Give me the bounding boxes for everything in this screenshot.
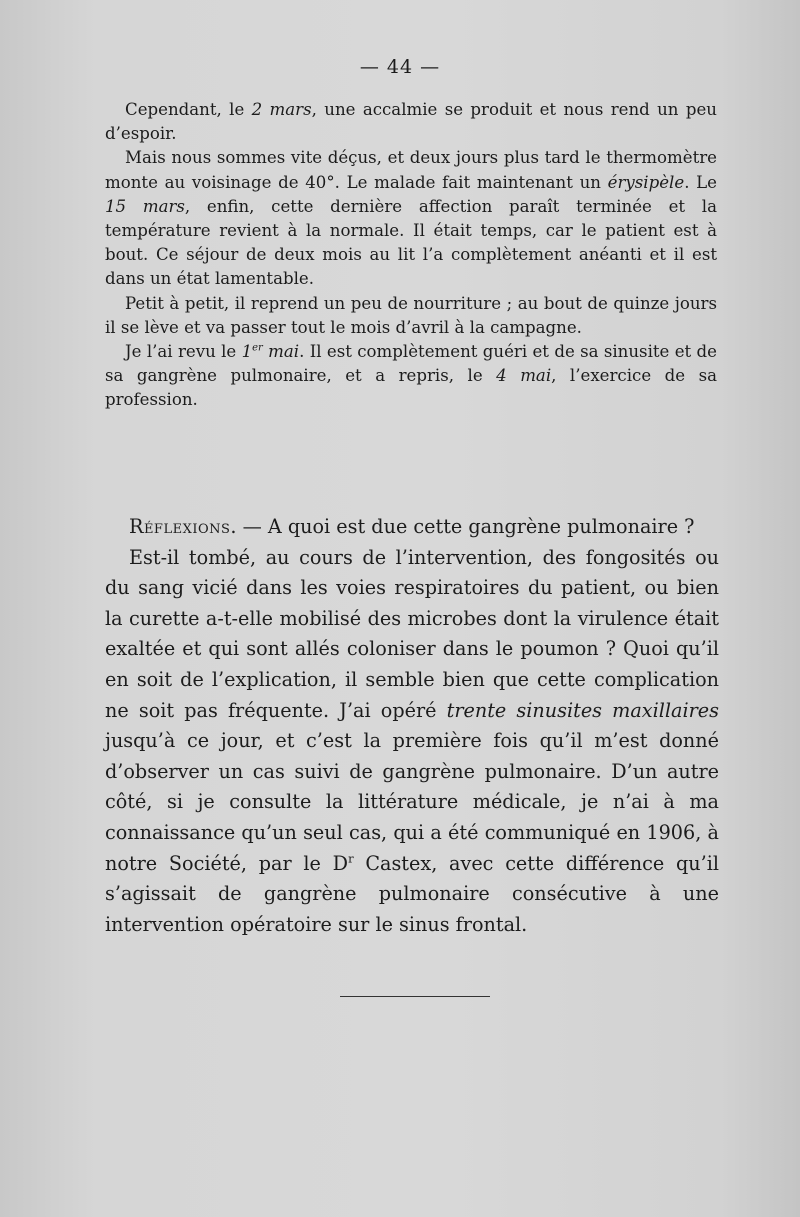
date-emphasis: 4 mai	[496, 366, 552, 386]
reflections-section	[105, 512, 719, 940]
date-emphasis: 15 mars	[105, 196, 185, 216]
date-month: mai	[262, 342, 300, 362]
text-run: . — A quoi est due cette gangrène pulmonaire ?	[230, 515, 695, 538]
section-heading: Réflexions	[129, 515, 231, 538]
disease-emphasis: érysipèle	[607, 172, 685, 192]
paragraph	[105, 340, 717, 413]
paragraph: Petit à petit, il reprend un peu de nourriture ; au bout de quinze jours il se lève et va passer tout le mois d’avril à la campagne.	[105, 293, 717, 337]
paragraph	[105, 146, 717, 291]
paragraph	[105, 98, 717, 146]
closing-rule	[340, 996, 490, 997]
emphasis: trente sinusites maxillaires	[446, 698, 719, 722]
text-run: Castex, avec cette différence qu’il s’agissait de gangrène pulmonaire consécutive à une intervention opératoire sur le sinus frontal.	[105, 851, 719, 936]
paragraph	[105, 512, 719, 543]
date-emphasis	[242, 342, 300, 361]
text-run: Je l’ai revu le	[125, 342, 242, 362]
title-superscript: r	[348, 851, 354, 866]
text-run: Cependant, le	[125, 100, 252, 119]
ordinal-superscript: er	[252, 342, 263, 354]
text-run: . Il est complètement guéri et de sa sinusite et de sa gangrène pulmonaire, et a repris, le	[105, 342, 717, 386]
date-number: 1	[241, 342, 253, 362]
text-run: , une accalmie se produit et nous rend un peu d’espoir.	[105, 100, 717, 144]
date-emphasis: 2 mars	[251, 100, 312, 119]
text-run: Mais nous sommes vite déçus, et deux jours plus tard le thermomètre monte au voisinage de 40°. Le malade fait maintenant un	[105, 148, 717, 192]
page-number: — 44 —	[359, 56, 441, 78]
paragraph	[105, 543, 719, 941]
text-run: , enfin, cette dernière affection paraît terminée et la température revient à la normale. Il était temps, car le patient est à bout. Ce séjour de deux mois au lit l’a complètement anéanti et il est dans un état lamentable.	[105, 196, 717, 289]
text-run: , l’exercice de sa profession.	[105, 366, 717, 410]
text-run: Est-il tombé, au cours de l’intervention, des fongosités ou du sang vicié dans les voies respiratoires du patient, ou bien la curette a-t-elle mobilisé des microbes dont la virulence était exaltée et qui sont allés coloniser dans le poumon ? Quoi qu’il en soit de l’explication, il semble bien que cette complication ne soit pas fréquente. J’ai opéré	[105, 545, 719, 722]
text-run: . Le	[684, 172, 717, 192]
case-narrative	[105, 98, 717, 413]
text-run: jusqu’à ce jour, et c’est la première fois qu’il m’est donné d’observer un cas suivi de gangrène pulmonaire. D’un autre côté, si je consulte la littérature médicale, je n’ai à ma connaissance qu’un seul cas, qui a été communiqué en 1906, à notre Société, par le D	[105, 729, 719, 875]
